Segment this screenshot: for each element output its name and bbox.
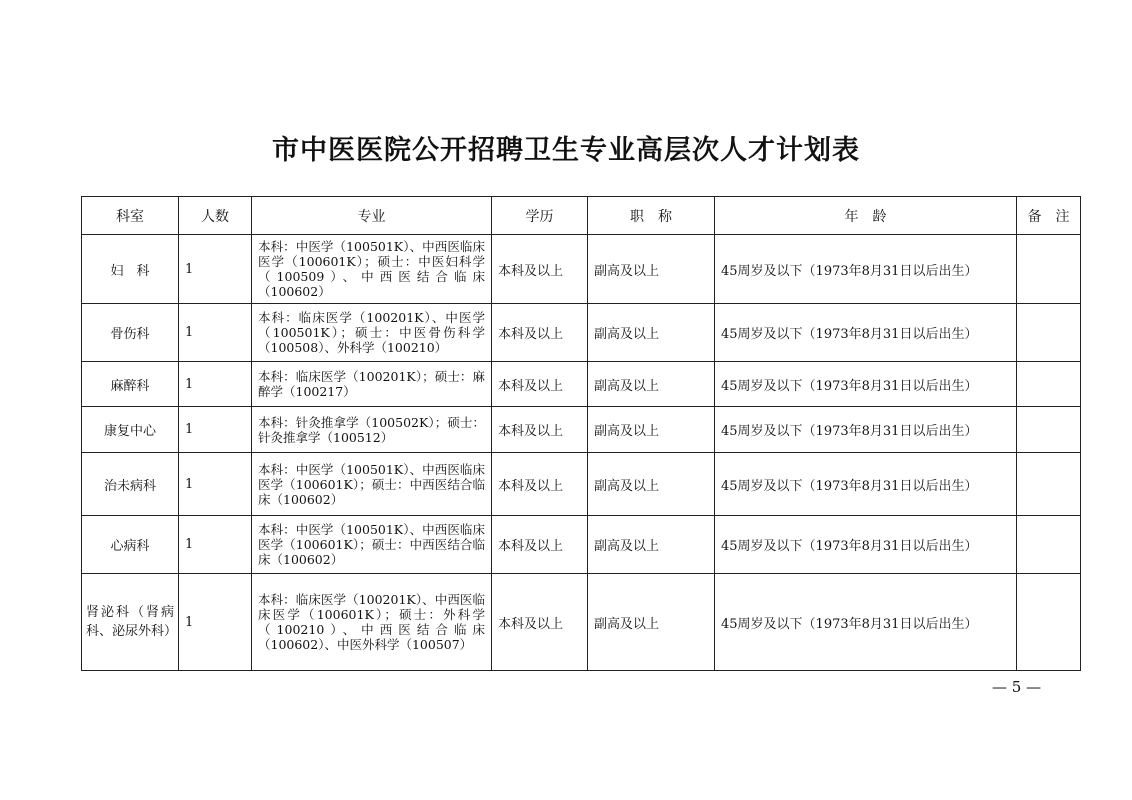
header-dept: 科室: [82, 197, 179, 235]
document-title: 市中医医院公开招聘卫生专业高层次人才计划表: [272, 135, 860, 166]
cell-age: 45周岁及以下（1973年8月31日以后出生）: [715, 235, 1017, 304]
cell-age: 45周岁及以下（1973年8月31日以后出生）: [715, 453, 1017, 516]
cell-count: 1: [179, 235, 252, 304]
cell-job-title: 副高及以上: [588, 574, 715, 671]
cell-education: 本科及以上: [492, 304, 588, 362]
cell-count: 1: [179, 362, 252, 407]
cell-dept: 骨伤科: [82, 304, 179, 362]
cell-education: 本科及以上: [492, 453, 588, 516]
cell-major: 本科：中医学（100501K）、中西医临床医学（100601K）；硕士：中医妇科学（100509）、中西医结合临床（100602）: [252, 235, 492, 304]
cell-education: 本科及以上: [492, 574, 588, 671]
cell-dept: 肾泌科（肾病科、泌尿外科）: [82, 574, 179, 671]
cell-job-title: 副高及以上: [588, 304, 715, 362]
table-row: [82, 574, 1081, 671]
cell-count: 1: [179, 516, 252, 574]
cell-major: 本科：中医学（100501K）、中西医临床医学（100601K）；硕士：中西医结合临床（100602）: [252, 453, 492, 516]
table-row: [82, 362, 1081, 407]
cell-remark: [1017, 235, 1081, 304]
table-row: [82, 407, 1081, 453]
cell-dept: 治未病科: [82, 453, 179, 516]
header-job-title: 职 称: [588, 197, 715, 235]
cell-job-title: 副高及以上: [588, 362, 715, 407]
cell-dept: 心病科: [82, 516, 179, 574]
cell-age: 45周岁及以下（1973年8月31日以后出生）: [715, 574, 1017, 671]
cell-dept: 妇 科: [82, 235, 179, 304]
cell-job-title: 副高及以上: [588, 453, 715, 516]
table-row: [82, 235, 1081, 304]
header-major: 专业: [252, 197, 492, 235]
cell-remark: [1017, 453, 1081, 516]
cell-major: 本科：针灸推拿学（100502K）；硕士：针灸推拿学（100512）: [252, 407, 492, 453]
cell-job-title: 副高及以上: [588, 516, 715, 574]
cell-education: 本科及以上: [492, 235, 588, 304]
table-header-row: [82, 197, 1081, 235]
cell-remark: [1017, 407, 1081, 453]
cell-major: 本科：中医学（100501K）、中西医临床医学（100601K）；硕士：中西医结合临床（100602）: [252, 516, 492, 574]
header-remark: 备 注: [1017, 197, 1081, 235]
cell-education: 本科及以上: [492, 407, 588, 453]
header-age: 年 龄: [715, 197, 1017, 235]
cell-major: 本科：临床医学（100201K）、中医学（100501K）；硕士：中医骨伤科学（100508）、外科学（100210）: [252, 304, 492, 362]
cell-major: 本科：临床医学（100201K）、中西医临床医学（100601K）；硕士：外科学（100210）、中西医结合临床（100602）、中医外科学（100507）: [252, 574, 492, 671]
cell-age: 45周岁及以下（1973年8月31日以后出生）: [715, 304, 1017, 362]
table-row: [82, 516, 1081, 574]
cell-age: 45周岁及以下（1973年8月31日以后出生）: [715, 516, 1017, 574]
table-row: [82, 453, 1081, 516]
cell-count: 1: [179, 304, 252, 362]
header-count: 人数: [179, 197, 252, 235]
header-education: 学历: [492, 197, 588, 235]
table-row: [82, 304, 1081, 362]
cell-job-title: 副高及以上: [588, 235, 715, 304]
cell-dept: 康复中心: [82, 407, 179, 453]
cell-dept: 麻醉科: [82, 362, 179, 407]
cell-count: 1: [179, 407, 252, 453]
cell-age: 45周岁及以下（1973年8月31日以后出生）: [715, 407, 1017, 453]
cell-remark: [1017, 516, 1081, 574]
cell-count: 1: [179, 574, 252, 671]
page-number: — 5 —: [992, 678, 1042, 696]
recruitment-plan-table: [81, 196, 1081, 671]
cell-remark: [1017, 362, 1081, 407]
cell-major: 本科：临床医学（100201K）；硕士：麻醉学（100217）: [252, 362, 492, 407]
cell-age: 45周岁及以下（1973年8月31日以后出生）: [715, 362, 1017, 407]
cell-remark: [1017, 304, 1081, 362]
cell-count: 1: [179, 453, 252, 516]
cell-education: 本科及以上: [492, 516, 588, 574]
cell-education: 本科及以上: [492, 362, 588, 407]
cell-job-title: 副高及以上: [588, 407, 715, 453]
cell-remark: [1017, 574, 1081, 671]
